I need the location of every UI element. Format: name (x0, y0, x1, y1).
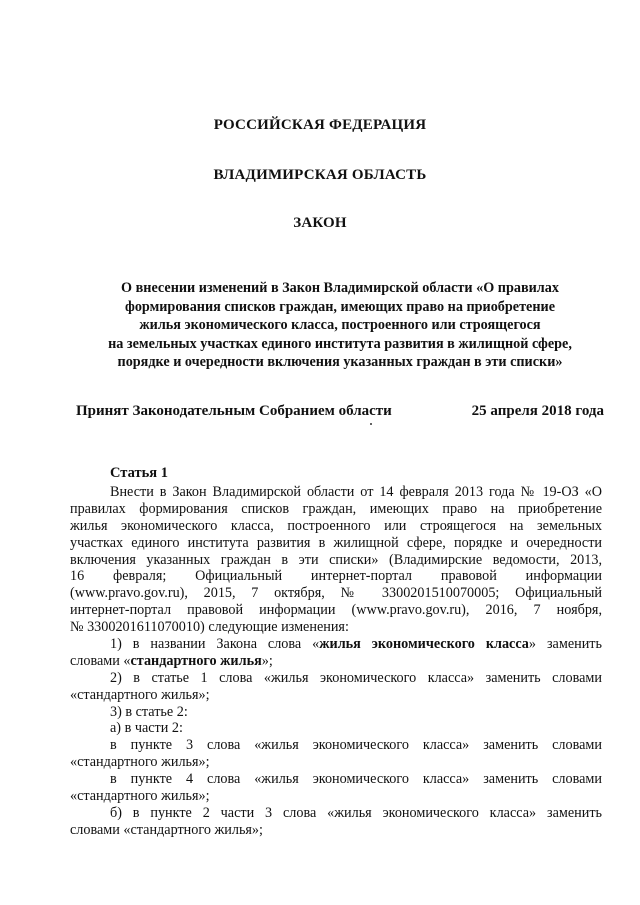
paragraph-line: (www.pravo.gov.ru), 2015, 7 октября, № 3300201510070005; Официальный (70, 585, 602, 602)
header-doc-type: ЗАКОН (293, 215, 347, 231)
paragraph-line: интернет-портал правовой информации (www.pravo.gov.ru), 2016, 7 ноября, (70, 602, 602, 619)
item-1-bold: жилья экономического класса (319, 636, 529, 653)
item-3a-p3-line: в пункте 3 слова «жилья экономического класса» заменить словами (110, 737, 602, 754)
item-1-line (70, 636, 602, 653)
paragraph-line: жилья экономического класса, построенного или строящегося на земельных (70, 517, 602, 534)
item-3a-line: а) в части 2: (110, 720, 183, 737)
item-3a-p4-line-2: «стандартного жилья»; (70, 788, 210, 805)
paragraph-line: № 3300201611070010) следующие изменения: (70, 619, 349, 636)
header-country: РОССИЙСКАЯ ФЕДЕРАЦИЯ (213, 117, 427, 133)
item-1-pre: 1) в названии Закона слова « (110, 636, 320, 653)
item-3a-p4-line: в пункте 4 слова «жилья экономического класса» заменить словами (110, 771, 602, 788)
item-1-post: » заменить (528, 636, 602, 653)
scan-speck (370, 423, 372, 425)
item-1-line2-post: »; (261, 652, 273, 669)
item-1-line2-bold: стандартного жилья (130, 652, 262, 669)
adopted-by: Принят Законодательным Собранием области (76, 403, 392, 419)
paragraph-line: правилах формирования списков граждан, имеющих право на приобретение (70, 500, 602, 517)
item-1-line-2 (70, 653, 602, 670)
item-3-line: 3) в статье 2: (110, 703, 188, 720)
adoption-date: 25 апреля 2018 года (471, 403, 604, 419)
paragraph-line: Внести в Закон Владимирской области от 14 февраля 2013 года № 19-ОЗ «О (110, 484, 602, 500)
item-3b-line: б) в пункте 2 части 3 слова «жилья экономического класса» заменить (110, 804, 602, 821)
paragraph-line: 16 февраля; Официальный интернет-портал правовой информации (70, 568, 602, 585)
law-title-line: на земельных участках единого института развития в жилищной сфере, (108, 335, 572, 352)
law-title-line: формирования списков граждан, имеющих право на приобретение (125, 298, 555, 315)
paragraph-line: включения указанных граждан в эти списки» (Владимирские ведомости, 2013, (70, 551, 602, 568)
header-region: ВЛАДИМИРСКАЯ ОБЛАСТЬ (213, 167, 427, 183)
paragraph-line: участках единого института развития в жилищной сфере, порядке и очередности (70, 534, 602, 551)
article-body (70, 484, 602, 839)
article-heading: Статья 1 (110, 465, 168, 481)
item-1-line2-pre: словами « (70, 652, 131, 669)
item-2-line-2: «стандартного жилья»; (70, 686, 210, 703)
law-title-line: О внесении изменений в Закон Владимирской области «О правилах (121, 280, 559, 296)
law-title-line: порядке и очередности включения указанных граждан в эти списки» (117, 354, 563, 370)
item-3b-line-2: словами «стандартного жилья»; (70, 821, 263, 838)
law-title (70, 279, 610, 372)
item-3a-p3-line-2: «стандартного жилья»; (70, 754, 210, 771)
item-2-line: 2) в статье 1 слова «жилья экономического класса» заменить словами (110, 669, 602, 686)
law-title-line: жилья экономического класса, построенного или строящегося (139, 317, 541, 333)
